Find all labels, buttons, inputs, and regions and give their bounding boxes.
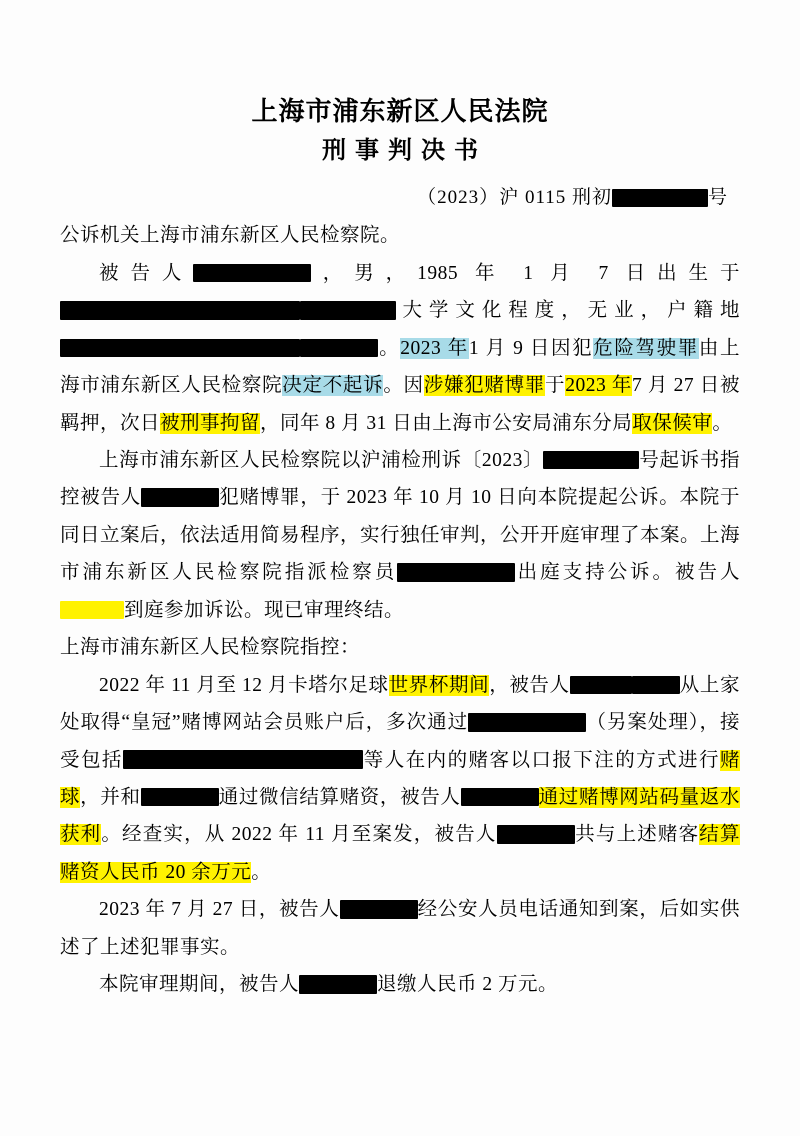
redaction-block xyxy=(141,788,219,807)
redaction-block xyxy=(141,488,219,507)
case-number-suffix: 号 xyxy=(707,187,728,209)
paragraph-restitution xyxy=(60,966,740,1003)
highlight-blue-run: 2023 年 xyxy=(400,337,469,359)
redaction-block xyxy=(300,301,396,320)
text-run: 于 xyxy=(545,375,566,397)
highlight-blue-run: 决定不起诉 xyxy=(282,375,384,397)
text-run: 7 月 27 日被羁押，次日 xyxy=(60,375,740,434)
text-run: 等人在内的赌客以口报下注的方式进行 xyxy=(362,749,720,771)
text-run: 本院审理期间，被告人 xyxy=(99,974,300,996)
text-run: 被告人 xyxy=(99,262,194,284)
highlight-yellow-run: 涉嫌犯赌博罪 xyxy=(423,375,546,397)
text-run: 大学文化程度，无业，户籍地 xyxy=(396,300,740,322)
text-run: 。 xyxy=(712,412,733,434)
paragraph-facts xyxy=(60,667,740,892)
text-run: 2022 年 11 月至 12 月卡塔尔足球 xyxy=(99,674,389,696)
text-run: 犯赌博罪，于 2023 年 10 月 10 日向本院提起公诉。本院于同日立案后，依法适用简易程序，实行独任审判，公开开庭审理了本案。上海市浦东新区人民检察院指派检察员 xyxy=(60,487,741,584)
highlight-yellow-run: 赌球 xyxy=(60,749,740,808)
highlight-yellow-run: 通过赌博网站码量返水获利 xyxy=(60,786,740,846)
redaction-block xyxy=(632,676,680,695)
case-number-code: 沪 0115 刑初 xyxy=(499,187,612,209)
text-run: 。 xyxy=(378,337,401,359)
text-run: 通过微信结算赌资，被告人 xyxy=(218,786,461,808)
redaction-block xyxy=(461,788,539,807)
case-number xyxy=(60,182,728,209)
text-run: ，男，1985 年 1 月 7 日出生于 xyxy=(311,262,740,284)
text-run: 到庭参加诉讼。现已审理终结。 xyxy=(124,599,405,621)
highlight-blue-run: 危险驾驶罪 xyxy=(593,337,699,359)
highlight-yellow-run: 取保候审 xyxy=(632,412,713,434)
redaction-block-highlighted xyxy=(60,601,124,620)
redaction-block xyxy=(543,451,639,470)
redaction-block xyxy=(397,563,515,582)
highlight-yellow-run: 2023 年 xyxy=(565,375,633,397)
paragraph-indictment xyxy=(60,442,740,629)
paragraph-defendant-info xyxy=(60,255,740,442)
highlight-yellow-run: 世界杯期间 xyxy=(388,674,490,696)
text-run: ，并和 xyxy=(80,786,141,808)
text-run: 号起诉书指控被告人 xyxy=(60,450,740,509)
text-run: 1 月 9 日因犯 xyxy=(468,337,594,359)
text-run: ，被告人 xyxy=(489,674,570,696)
highlight-yellow-run: 结算赌资人民币 20 余万元 xyxy=(60,824,740,883)
redaction-block xyxy=(60,339,300,358)
paragraph-surrender xyxy=(60,891,740,966)
text-run: 。经查实，从 2022 年 11 月至案发，被告人 xyxy=(101,824,497,846)
text-run: ，同年 8 月 31 日由上海市公安局浦东分局 xyxy=(260,412,633,434)
text-run: 。 xyxy=(251,861,272,883)
text-run: 从上家处取得“皇冠”赌博网站会员账户后，多次通过 xyxy=(60,674,740,734)
highlight-yellow-run: 被刑事拘留 xyxy=(160,412,261,434)
document-subtitle: 刑事判决书 xyxy=(322,137,487,164)
text-run: 出庭支持公诉。被告人 xyxy=(515,562,740,584)
redaction-block xyxy=(612,189,708,207)
case-number-prefix: （2023） xyxy=(417,187,500,209)
text-run: 2023 年 7 月 27 日，被告人 xyxy=(99,899,340,921)
paragraph-prosecution-organ: 公诉机关上海市浦东新区人民检察院。 xyxy=(60,225,401,247)
redaction-block xyxy=(570,676,632,695)
text-run: 退缴人民币 2 万元。 xyxy=(377,974,559,996)
paragraph-accusation-lead: 上海市浦东新区人民检察院指控： xyxy=(60,637,361,659)
redaction-block xyxy=(123,750,363,769)
text-run: 经公安人员电话通知到案，后如实供述了上述犯罪事实。 xyxy=(60,899,740,958)
text-run: 上海市浦东新区人民检察院以沪浦检刑诉〔2023〕 xyxy=(99,450,544,472)
text-run: 。因 xyxy=(383,375,424,397)
redaction-block xyxy=(299,975,377,994)
redaction-block xyxy=(468,713,586,732)
redaction-block xyxy=(193,264,311,283)
redaction-block xyxy=(300,339,378,358)
redaction-block xyxy=(60,301,300,320)
text-run: 由上海市浦东新区人民检察院 xyxy=(60,337,740,397)
text-run: （另案处理），接受包括 xyxy=(60,712,740,771)
redaction-block xyxy=(340,900,418,919)
page-title: 上海市浦东新区人民法院 xyxy=(251,97,549,126)
redaction-block xyxy=(497,825,575,844)
text-run: 共与上述赌客 xyxy=(574,824,700,846)
